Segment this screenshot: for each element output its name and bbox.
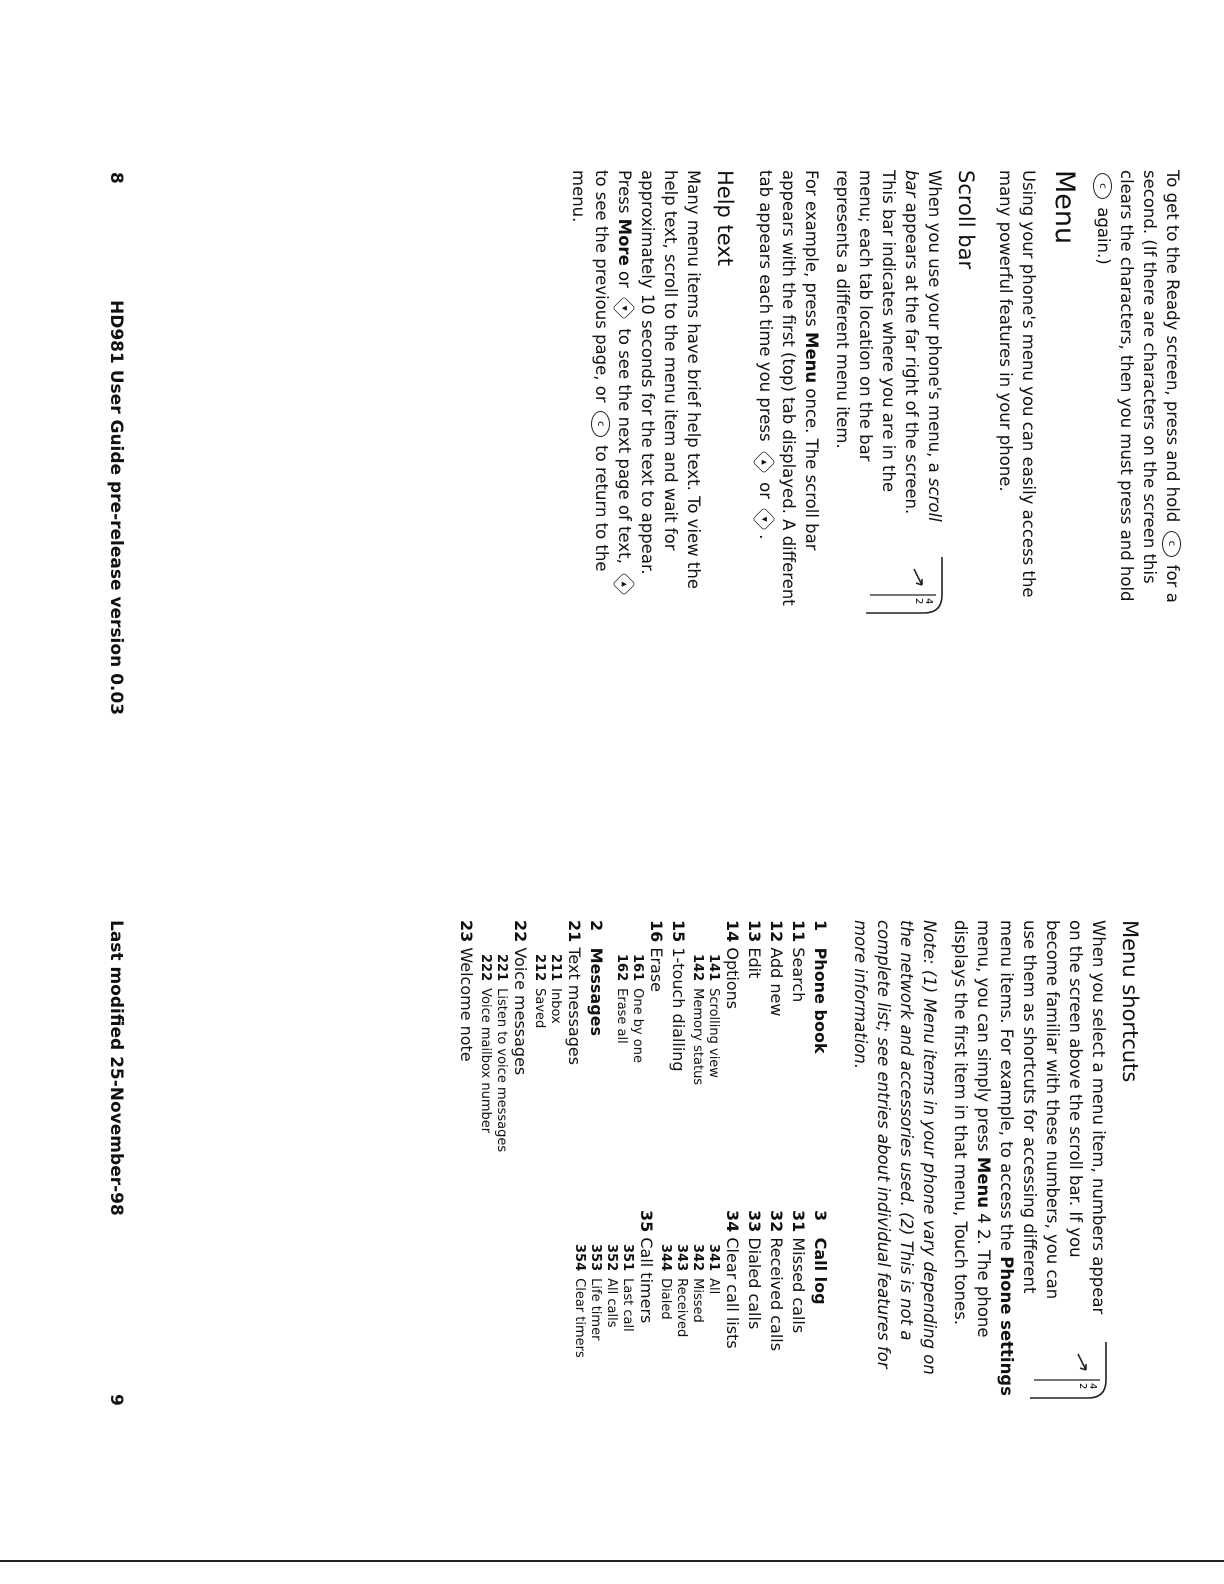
menu-item-number: 344 (658, 1244, 673, 1272)
menu-item-number: 21 (565, 920, 584, 943)
menu-item-label: Edit (745, 942, 764, 979)
clear-key-icon: c (591, 411, 610, 437)
menu-item-number: 32 (767, 1210, 786, 1233)
menu-item-21 (563, 920, 585, 1170)
menu-item-label: Erase all (614, 984, 629, 1044)
menu-item-number: 11 (789, 920, 808, 943)
menu-item-23 (455, 920, 477, 1170)
menu-item-number: 15 (669, 920, 688, 943)
menu-item-number: 3 (811, 1210, 830, 1222)
menu-item-141 (705, 920, 721, 1170)
menu-item-number: 16 (647, 920, 666, 943)
menu-item-number: 12 (767, 920, 786, 943)
menu-item-number: 33 (745, 1210, 764, 1233)
menu-item-number: 212 (532, 954, 547, 982)
menu-item-16 (645, 920, 667, 1170)
clear-key-icon: c (1162, 531, 1181, 557)
page-number-left: 8 (106, 172, 126, 184)
menu-item-354 (571, 1210, 587, 1410)
clear-key-icon: c (1093, 173, 1112, 199)
menu-item-162 (613, 920, 629, 1170)
menu-item-label: Received (674, 1274, 689, 1338)
menu-item-number: 354 (572, 1244, 587, 1272)
intro-text-2: for a second. (If there are characters on the screen this clears the characters, then you must press and hold (1117, 170, 1182, 603)
page-number-right: 9 (106, 1394, 126, 1406)
help-text-paragraph: Many menu items have brief help text. To view the help text, scroll to the menu item and wait for approximately 10 seconds for the text to appear. Press More or ▼ to see the next page of text, ▲ to see the previous page, or c to return to the menu. (567, 170, 706, 615)
menu-item-351 (619, 1210, 635, 1410)
menu-item-label: Dialed calls (745, 1232, 764, 1330)
menu-item-31 (787, 1210, 809, 1410)
menu-item-number: 2 (587, 920, 606, 932)
menu-paragraph: Using your phone's menu you can easily access the many powerful features in your phone. (996, 170, 1038, 598)
menu-list-column-2 (571, 1210, 837, 1410)
menu-item-number: 343 (674, 1244, 689, 1272)
menu-item-number: 353 (588, 1244, 603, 1272)
menu-item-number: 161 (630, 954, 645, 982)
right-page-column (421, 920, 1144, 1400)
menu-item-label: Voice mailbox number (478, 984, 493, 1134)
menu-item-label: Memory status (690, 984, 705, 1086)
menu-item-label: Call log (811, 1232, 830, 1305)
scroll-up-key-icon: ▲ (753, 450, 776, 473)
menu-item-label: Clear timers (572, 1274, 587, 1358)
menu-item-label: Add new (767, 942, 786, 1017)
intro-paragraph (1092, 170, 1184, 615)
menu-item-34 (721, 1210, 743, 1410)
menu-item-number: 222 (478, 954, 493, 982)
menu-item-number: 13 (745, 920, 764, 943)
menu-item-number: 211 (548, 954, 563, 982)
menu-item-label: Scrolling view (706, 984, 721, 1078)
menu-item-353 (587, 1210, 603, 1410)
menu-item-number: 34 (723, 1210, 742, 1233)
menu-item-label: Phone book (811, 942, 830, 1054)
scroll-down-key-icon: ▼ (753, 508, 776, 531)
menu-item-label: One by one (630, 984, 645, 1064)
menu-list-column-1 (455, 920, 837, 1170)
svg-text:4: 4 (923, 598, 934, 605)
menu-item-35 (635, 1210, 657, 1410)
menu-item-number: 23 (457, 920, 476, 943)
footer-left: HD981 User Guide pre-release version 0.03 (106, 300, 126, 716)
menu-item-33 (743, 1210, 765, 1410)
menu-list-area (421, 920, 841, 1400)
menu-item-352 (603, 1210, 619, 1410)
left-page-column (559, 170, 1184, 615)
menu-item-label: All calls (604, 1274, 619, 1328)
svg-text:4: 4 (1087, 1383, 1098, 1390)
menu-item-label: Messages (587, 942, 606, 1037)
menu-item-13 (743, 920, 765, 1170)
menu-item-number: 162 (614, 954, 629, 982)
menu-item-number: 341 (706, 1244, 721, 1272)
scroll-bar-illustration-icon (864, 555, 944, 615)
menu-item-label: All (706, 1274, 721, 1295)
menu-item-32 (765, 1210, 787, 1410)
menu-item-number: 141 (706, 954, 721, 982)
svg-text:2: 2 (913, 598, 924, 605)
menu-item-label: Saved (532, 984, 547, 1029)
menu-item-2 (585, 920, 607, 1170)
menu-item-12 (765, 920, 787, 1170)
menu-item-number: 1 (811, 920, 830, 932)
menu-item-3 (809, 1210, 831, 1410)
menu-item-11 (787, 920, 809, 1170)
menu-item-161 (629, 920, 645, 1170)
menu-item-number: 22 (511, 920, 530, 943)
scroll-bar-paragraph-1: 4 2 When you use your phone's menu, a scroll bar appears at the far right of the screen. This bar indicates where you are in the menu; each tab location on the bar represents a different menu item. (831, 170, 946, 615)
menu-item-label: Inbox (548, 984, 563, 1024)
menu-item-142 (689, 920, 705, 1170)
menu-heading: Menu (1049, 170, 1080, 245)
menu-item-15 (667, 920, 689, 1170)
menu-item-number: 14 (723, 920, 742, 943)
menu-item-label: Missed (690, 1274, 705, 1323)
menu-item-label: Search (789, 942, 808, 1003)
menu-item-label: Welcome note (457, 942, 476, 1062)
menu-item-221 (493, 920, 509, 1170)
menu-item-label: Missed calls (789, 1232, 808, 1334)
menu-item-number: 142 (690, 954, 705, 982)
intro-text-3: again.) (1094, 207, 1113, 265)
footer-right: Last modified 25-November-98 (106, 920, 126, 1216)
menu-item-label: Text messages (565, 942, 584, 1066)
menu-item-label: Life timer (588, 1274, 603, 1341)
menu-item-label: Voice messages (511, 942, 530, 1076)
menu-item-341 (705, 1210, 721, 1410)
menu-shortcuts-paragraph: 4 2 When you select a menu item, numbers appear on the screen above the scroll bar. If you become familiar with these numbers, you can use them as shortcuts for accessing different menu items. For example, to access the Phone settings menu, you can simply press Menu 4 2. The phone displays the first item in that menu, Touch tones. (949, 920, 1110, 1400)
menu-item-212 (531, 920, 547, 1170)
intro-text-1: To get to the Ready screen, press and hold (1163, 170, 1182, 523)
menu-item-label: Last call (620, 1274, 635, 1332)
menu-item-1 (809, 920, 831, 1170)
scroll-down-key-icon: ▼ (612, 296, 635, 319)
menu-item-343 (673, 1210, 689, 1410)
svg-text:2: 2 (1077, 1383, 1088, 1390)
scroll-bar-heading: Scroll bar (954, 170, 978, 270)
menu-item-344 (657, 1210, 673, 1410)
menu-item-22 (509, 920, 531, 1170)
scroll-up-key-icon: ▲ (612, 572, 635, 595)
menu-item-label: Options (723, 942, 742, 1010)
menu-item-342 (689, 1210, 705, 1410)
menu-item-number: 352 (604, 1244, 619, 1272)
menu-item-label: 1-touch dialling (669, 942, 688, 1072)
menu-item-number: 221 (494, 954, 509, 982)
menu-item-label: Dialed (658, 1274, 673, 1320)
scroll-bar-illustration-icon (1028, 1340, 1108, 1400)
help-text-heading: Help text (713, 170, 738, 266)
menu-item-label: Clear call lists (723, 1232, 742, 1349)
menu-item-label: Call timers (637, 1232, 656, 1324)
menu-item-211 (547, 920, 563, 1170)
scan-edge-line (0, 1560, 1224, 1562)
menu-item-label: Listen to voice messages (494, 984, 509, 1153)
scroll-bar-paragraph-2: For example, press Menu once. The scroll bar appears with the first (top) tab displayed. A different tab appears each time you press ▲ or ▼. (754, 170, 824, 615)
menu-item-number: 35 (637, 1210, 656, 1233)
menu-item-number: 351 (620, 1244, 635, 1272)
menu-item-number: 342 (690, 1244, 705, 1272)
menu-item-14 (721, 920, 743, 1170)
menu-item-label: Received calls (767, 1232, 786, 1352)
menu-item-number: 31 (789, 1210, 808, 1233)
menu-item-222 (477, 920, 493, 1170)
menu-shortcuts-heading: Menu shortcuts (1118, 920, 1142, 1083)
menu-note: Note: (1) Menu items in your phone vary depending on the network and accessories used. (2) This is not a complete list; see entries about individual features for more information. (851, 920, 939, 1375)
menu-item-label: Erase (647, 942, 666, 993)
